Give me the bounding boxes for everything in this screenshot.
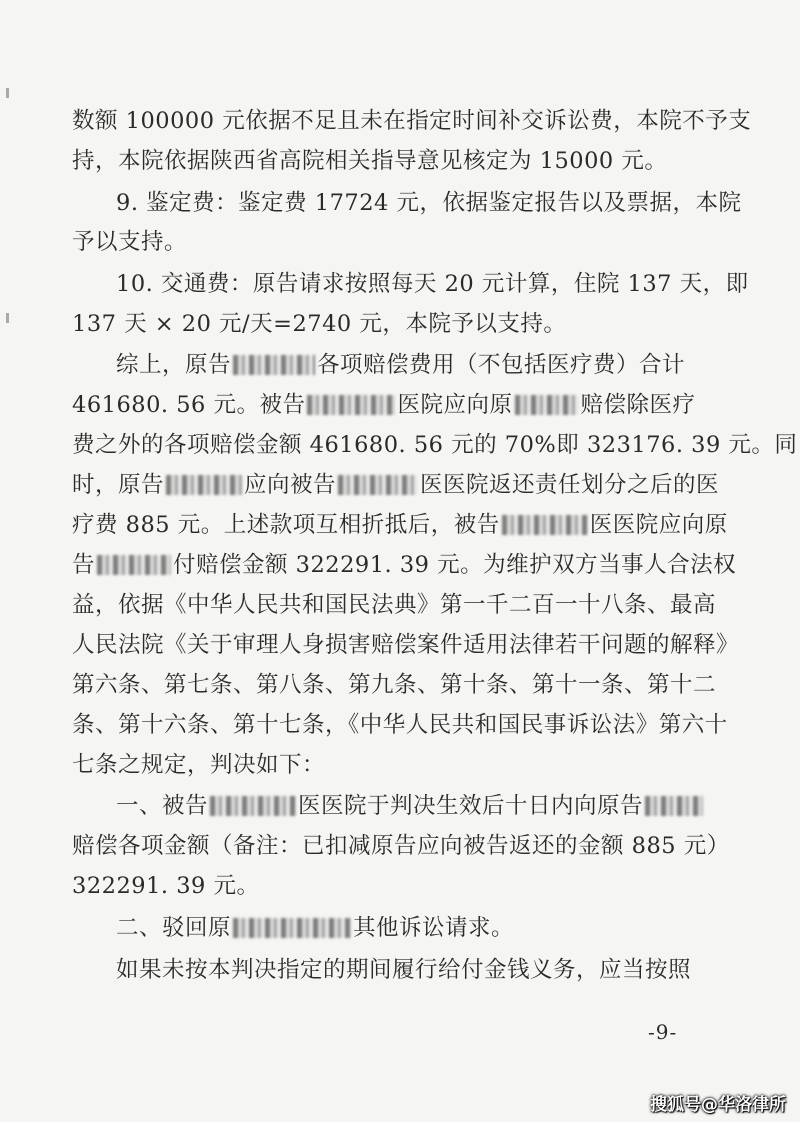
text-line	[116, 913, 722, 943]
text-line: 予以支持。	[72, 229, 188, 255]
text-line: 数额 100000 元依据不足且未在指定时间补交诉讼费，本院不予支	[72, 108, 752, 134]
redaction-mark	[502, 515, 588, 535]
redaction-mark	[166, 475, 242, 495]
text-segment: 时，原告	[72, 472, 165, 498]
text-segment: 461680. 56 元。被告	[72, 392, 306, 418]
text-line	[72, 550, 737, 580]
scan-mark	[6, 313, 9, 323]
redaction-mark	[233, 918, 351, 938]
text-segment: 告	[72, 552, 96, 578]
text-line	[116, 791, 722, 821]
scan-mark	[6, 88, 9, 98]
text-line: 条、第十六条、第十七条，《中华人民共和国民事诉讼法》第六十	[72, 712, 728, 738]
text-line: 费之外的各项赔偿金额 461680. 56 元的 70%即 323176. 39 元。同	[72, 432, 798, 458]
redaction-mark	[307, 395, 395, 415]
watermark: 搜狐号@华洛律所	[650, 1095, 786, 1115]
text-line: 9. 鉴定费：鉴定费 17724 元，依据鉴定报告以及票据，本院	[116, 190, 742, 216]
text-segment: 综上，原告	[116, 352, 232, 378]
redaction-mark	[515, 395, 579, 415]
text-line: 七条之规定，判决如下：	[72, 752, 326, 778]
redaction-mark	[338, 475, 418, 495]
text-line	[116, 350, 722, 380]
text-line: 如果未按本判决指定的期间履行给付金钱义务，应当按照	[116, 957, 692, 983]
text-segment: 医医院返还责任划分之后的医	[420, 472, 720, 498]
text-segment: 二、驳回原	[116, 915, 232, 941]
text-line: 人民法院《关于审理人身损害赔偿案件适用法律若干问题的解释》	[72, 632, 740, 658]
text-line: 益，依据《中华人民共和国民法典》第一千二百一十八条、最高	[72, 592, 717, 618]
text-line: 持，本院依据陕西省高院相关指导意见核定为 15000 元。	[72, 148, 668, 174]
text-segment: 医院应向原	[397, 392, 513, 418]
text-segment: 疗费 885 元。上述款项互相折抵后，被告	[72, 512, 500, 538]
text-segment: 赔偿除医疗	[580, 392, 696, 418]
text-segment: 医医院应向原	[589, 512, 728, 538]
text-line	[72, 470, 722, 500]
text-segment: 各项赔偿费用（不包括医疗费）合计	[317, 352, 686, 378]
redaction-mark	[645, 796, 703, 816]
text-line	[72, 390, 722, 420]
text-line: 10. 交通费：原告请求按照每天 20 元计算，住院 137 天，即	[116, 271, 749, 297]
text-line: 137 天 × 20 元/天=2740 元，本院予以支持。	[72, 311, 567, 337]
text-segment: 付赔偿金额 322291. 39 元。为维护双方当事人合法权	[173, 552, 737, 578]
text-line: 322291. 39 元。	[72, 873, 260, 899]
text-line: 赔偿各项金额（备注：已扣减原告应向被告返还的金额 885 元）	[72, 833, 730, 859]
text-segment: 医医院于判决生效后十日内向原告	[298, 793, 644, 819]
text-segment: 其他诉讼请求。	[353, 915, 515, 941]
redaction-mark	[97, 555, 171, 575]
redaction-mark	[210, 796, 296, 816]
text-line: 第六条、第七条、第八条、第九条、第十条、第十一条、第十二	[72, 672, 717, 698]
text-segment: 一、被告	[116, 793, 209, 819]
redaction-mark	[233, 355, 315, 375]
text-line	[72, 510, 728, 540]
page-number: -9-	[648, 1020, 678, 1044]
text-segment: 应向被告	[244, 472, 337, 498]
